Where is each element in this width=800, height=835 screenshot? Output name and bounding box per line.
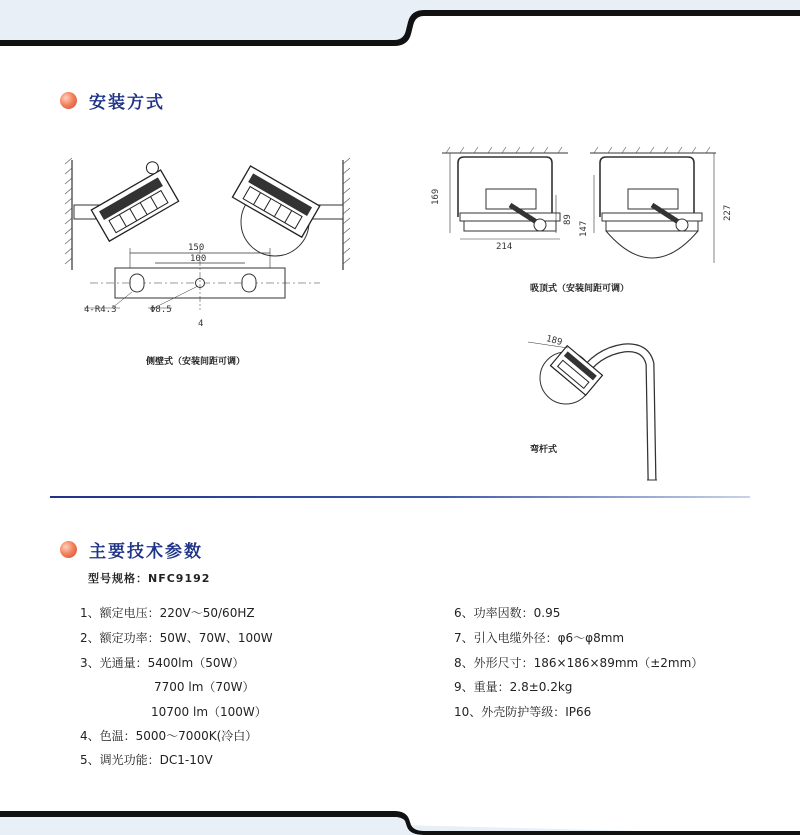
dim-wall-dia: Φ8.5: [150, 305, 172, 315]
section-specs-title: [60, 535, 203, 563]
spec-flux-70w: 7700 lm（70W）: [154, 680, 255, 694]
spec-power-factor: 6、功率因数：0.95: [454, 606, 561, 620]
spec-ip-rating: 10、外壳防护等级：IP66: [454, 705, 592, 719]
spec-cable-diameter: 7、引入电缆外径：φ6～φ8mm: [454, 631, 625, 645]
spec-dimensions: 8、外形尺寸：186×186×89mm（±2mm）: [454, 656, 704, 670]
spec-flux-100w: 10700 lm（100W）: [151, 705, 267, 719]
dim-pole-d: 189: [544, 334, 564, 349]
spec-weight: 9、重量：2.8±0.2kg: [454, 680, 573, 694]
section-specs-label: 主要技术参数: [89, 541, 203, 562]
spec-dimming: 5、调光功能：DC1-10V: [80, 753, 213, 767]
dim-wall-note: 4: [198, 319, 204, 329]
spec-flux-50w: 3、光通量：5400lm（50W）: [80, 656, 245, 670]
bullet-icon: [60, 92, 77, 109]
dim-ceil-h2: 89: [563, 214, 573, 225]
ceiling-mount-diagram: [420, 135, 750, 275]
dim-wall-holes: 4-R4.3: [84, 305, 117, 315]
dim-wall-outer: 150: [188, 243, 205, 253]
dim-ceil-h3: 147: [579, 220, 589, 237]
bottom-band: [0, 795, 800, 835]
section-install-title: [60, 86, 165, 114]
pole-mount-diagram: [520, 320, 680, 490]
dim-ceil-w: 214: [496, 242, 513, 252]
caption-wall: 侧壁式（安装间距可调）: [146, 357, 246, 367]
caption-pole: 弯杆式: [530, 445, 558, 455]
spec-power: 2、额定功率：50W、70W、100W: [80, 631, 273, 645]
top-band: [0, 0, 800, 52]
dim-ceil-h4: 227: [723, 204, 733, 221]
spec-color-temp: 4、色温：5000～7000K(冷白）: [80, 729, 258, 743]
model-number: 型号规格：NFC9192: [88, 572, 211, 585]
bullet-icon: [60, 541, 77, 558]
wall-mount-diagram: [60, 150, 360, 340]
spec-voltage: 1、额定电压：220V～50/60HZ: [80, 606, 255, 620]
section-divider: [50, 496, 750, 498]
caption-ceiling: 吸顶式（安装间距可调）: [530, 284, 630, 294]
dim-wall-inner: 100: [190, 254, 207, 264]
dim-ceil-h1: 169: [431, 188, 441, 205]
section-install-label: 安装方式: [89, 92, 165, 113]
